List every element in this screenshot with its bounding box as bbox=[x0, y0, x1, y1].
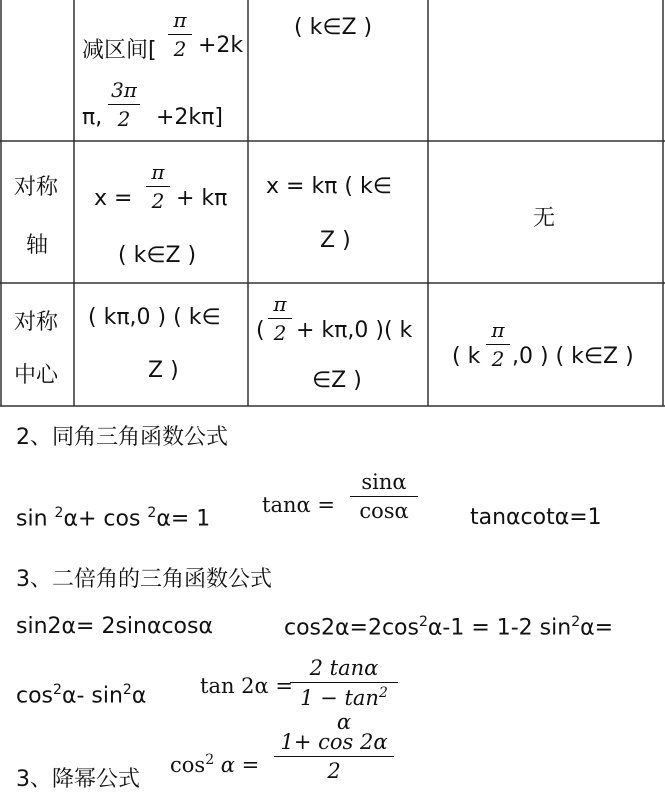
power-reduction-lhs: $\cos^2 \alpha$ = bbox=[170, 752, 260, 777]
row3-col3-text-b: + kπ,0 )( k bbox=[296, 318, 413, 343]
power-reduction-fraction: 1+ cos 2α 2 bbox=[274, 730, 394, 783]
row1-col2-text-b: +2k bbox=[198, 33, 244, 58]
tan2a-fraction: 2 tanα $1 - \tan^2 \alpha$ bbox=[290, 656, 398, 734]
tan-lhs: tanα = bbox=[262, 493, 335, 517]
row1-col2-text-d: +2kπ] bbox=[156, 105, 223, 130]
tan-fraction: sinα cosα bbox=[350, 470, 418, 523]
row3-label-a: 对称 bbox=[14, 310, 59, 335]
row3-label-b: 中心 bbox=[14, 363, 59, 388]
row2-col2-text-b: + kπ bbox=[176, 186, 228, 211]
row1-frac-3pi-over-2: 3π 2 bbox=[108, 78, 140, 131]
row3-col2-text-b: Z ) bbox=[148, 358, 179, 383]
row2-label-a: 对称 bbox=[14, 175, 59, 200]
row3-col2-text-a: ( kπ,0 ) ( k∈ bbox=[88, 305, 221, 330]
row3-col4-text-b: ,0 ) ( k∈Z ) bbox=[512, 344, 634, 369]
section2-heading: 2、同角三角函数公式 bbox=[16, 425, 228, 450]
section4-heading: 3、降幂公式 bbox=[16, 767, 140, 792]
row1-col2-text-c: π, bbox=[82, 105, 103, 130]
tan2a-lhs: tan 2α = bbox=[200, 674, 293, 698]
row3-col4-frac-pi-over-2: π 2 bbox=[486, 318, 510, 371]
row2-col3-text-a: x = kπ ( k∈ bbox=[266, 174, 392, 199]
formula-cos2a-cont: $\cos^2\alpha-$ $\sin^2\alpha$ bbox=[16, 682, 147, 709]
formula-sin2a: sin2α= 2sinαcosα bbox=[16, 614, 213, 639]
section3-heading: 3、二倍角的三角函数公式 bbox=[16, 567, 272, 592]
row3-col3-text-c: ∈Z ) bbox=[312, 368, 362, 393]
row2-label-b: 轴 bbox=[26, 233, 49, 258]
row2-frac-pi-over-2: π 2 bbox=[146, 160, 170, 213]
row1-frac-pi-over-2: π 2 bbox=[168, 8, 192, 61]
identity-sin2-cos2: sin $^2$α+ cos $^2$α= 1 bbox=[16, 505, 211, 532]
row3-frac-pi-over-2: π 2 bbox=[268, 292, 292, 345]
row2-col2-text-a: x = bbox=[94, 186, 133, 211]
identity-tan-cot: tanαcotα=1 bbox=[470, 505, 602, 530]
row2-col4-text: 无 bbox=[533, 206, 556, 231]
row1-col3-text: ( k∈Z ) bbox=[294, 15, 373, 40]
row3-col4-text-a: ( k bbox=[452, 344, 481, 369]
row1-col2-text-a: 减区间[ bbox=[82, 38, 157, 63]
row2-col3-text-b: Z ) bbox=[320, 228, 351, 253]
row2-col2-text-c: ( k∈Z ) bbox=[118, 243, 197, 268]
formula-cos2a: $\cos 2\alpha=2\cos^2\alpha-1 = 1-2$ $\sin^2\alpha=$ bbox=[284, 614, 614, 641]
row3-col3-text-a: ( bbox=[256, 318, 265, 343]
